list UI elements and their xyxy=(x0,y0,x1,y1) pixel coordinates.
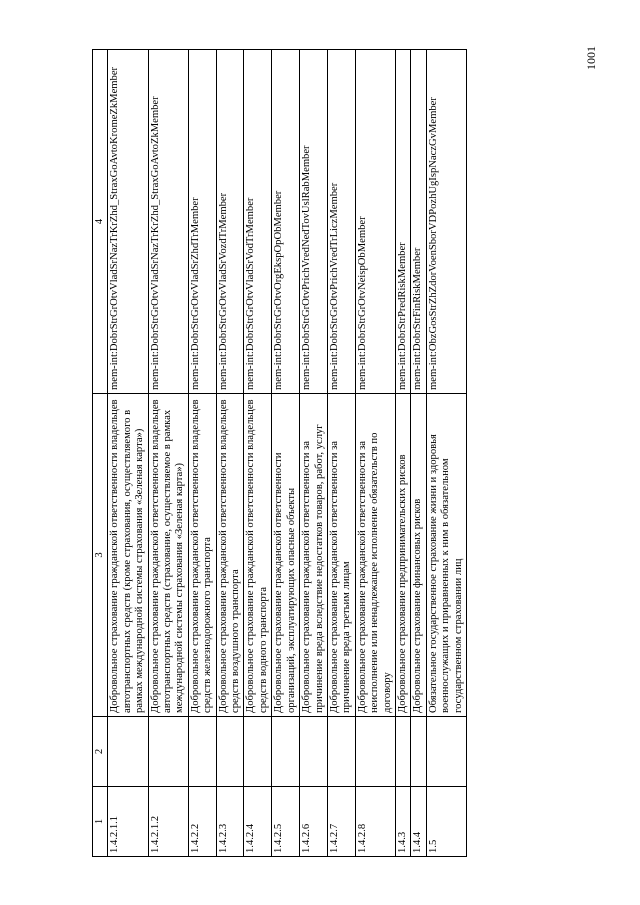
row-code: 1.4.2.8 xyxy=(355,787,395,857)
header-col-4: 4 xyxy=(93,50,108,394)
row-name xyxy=(355,717,395,787)
row-member: mem-int:DobrStrGrOtvNeispObMember xyxy=(355,50,395,394)
table-row xyxy=(216,50,244,857)
row-code: 1.4.2.3 xyxy=(216,787,244,857)
row-name xyxy=(272,717,300,787)
table-row xyxy=(355,50,395,857)
row-member: mem-int:DobrStrGrOtvOrgEkspOpObMember xyxy=(272,50,300,394)
page-number: 1001 xyxy=(584,46,598,70)
table-row xyxy=(327,50,355,857)
row-description: Добровольное страхование гражданской ответственности владельцев автотранспортных средств (страхование, осуществляемое в рамках международной системы страхования «Зеленая карта») xyxy=(148,394,188,717)
row-member: mem-int:DobrStrPredRiskMember xyxy=(395,50,410,394)
row-code: 1.4.3 xyxy=(395,787,410,857)
classification-table xyxy=(92,49,467,857)
row-code: 1.4.2.4 xyxy=(244,787,272,857)
table-row xyxy=(300,50,328,857)
row-description: Обязательное государственное страхование жизни и здоровья военнослужащих и приравненных к ним в обязательном государственном страховании лиц xyxy=(426,394,466,717)
row-member: mem-int:DobrStrGrOtvPrichVredNedTovUslRabMember xyxy=(300,50,328,394)
row-description: Добровольное страхование финансовых рисков xyxy=(411,394,426,717)
row-code: 1.4.2.7 xyxy=(327,787,355,857)
row-description: Добровольное страхование предпринимательских рисков xyxy=(395,394,410,717)
row-name xyxy=(188,717,216,787)
row-name xyxy=(300,717,328,787)
header-row xyxy=(93,50,108,857)
header-col-1: 1 xyxy=(93,787,108,857)
row-member: mem-int:DobrStrGrOtvVladSrVozdTrMember xyxy=(216,50,244,394)
row-code: 1.4.4 xyxy=(411,787,426,857)
row-member: mem-int:DobrStrGrOtvVladSrNazTrKrZhd_StraxGoAvtoZkMember xyxy=(148,50,188,394)
row-description: Добровольное страхование гражданской ответственности за неисполнение или ненадлежащее исполнение обязательств по договору xyxy=(355,394,395,717)
header-col-3: 3 xyxy=(93,394,108,717)
row-member: mem-int:ObzGosStrZhZdorVoenSborVDPozhUgIspNaczGvMember xyxy=(426,50,466,394)
table-row xyxy=(188,50,216,857)
table-row xyxy=(272,50,300,857)
row-description: Добровольное страхование гражданской ответственности за причинение вреда вследствие недостатков товаров, работ, услуг xyxy=(300,394,328,717)
row-member: mem-int:DobrStrGrOtvVladSrNazTrKrZhd_StraxGoAvtoKromeZkMember xyxy=(108,50,148,394)
row-description: Добровольное страхование гражданской ответственности владельцев средств водного транспорта xyxy=(244,394,272,717)
row-code: 1.4.2.2 xyxy=(188,787,216,857)
table-row xyxy=(108,50,148,857)
row-code: 1.4.2.6 xyxy=(300,787,328,857)
row-description: Добровольное страхование гражданской ответственности владельцев автотранспортных средств (кроме страхования, осуществляемого в рамках международной системы страхования «Зеленая карта») xyxy=(108,394,148,717)
row-member: mem-int:DobrStrGrOtvVladSrVodTrMember xyxy=(244,50,272,394)
row-member: mem-int:DobrStrGrOtvPrichVredTrLiczMember xyxy=(327,50,355,394)
table-row xyxy=(148,50,188,857)
row-description: Добровольное страхование гражданской ответственности организаций, эксплуатирующих опасные объекты xyxy=(272,394,300,717)
row-description: Добровольное страхование гражданской ответственности владельцев средств железнодорожного транспорта xyxy=(188,394,216,717)
row-code: 1.4.2.1.1 xyxy=(108,787,148,857)
row-name xyxy=(216,717,244,787)
row-name xyxy=(426,717,466,787)
row-name xyxy=(108,717,148,787)
table-row xyxy=(426,50,466,857)
row-description: Добровольное страхование гражданской ответственности владельцев средств воздушного транспорта xyxy=(216,394,244,717)
table-row xyxy=(244,50,272,857)
row-code: 1.5 xyxy=(426,787,466,857)
row-member: mem-int:DobrStrGrOtvVladSrZhdTrMember xyxy=(188,50,216,394)
row-name xyxy=(148,717,188,787)
row-name xyxy=(327,717,355,787)
table-row xyxy=(411,50,426,857)
table-body xyxy=(93,50,467,857)
row-name xyxy=(411,717,426,787)
row-code: 1.4.2.5 xyxy=(272,787,300,857)
row-member: mem-int:DobrStrFinRiskMember xyxy=(411,50,426,394)
header-col-2: 2 xyxy=(93,717,108,787)
row-name xyxy=(395,717,410,787)
row-code: 1.4.2.1.2 xyxy=(148,787,188,857)
row-name xyxy=(244,717,272,787)
table-row xyxy=(395,50,410,857)
row-description: Добровольное страхование гражданской ответственности за причинение вреда третьим лицам xyxy=(327,394,355,717)
